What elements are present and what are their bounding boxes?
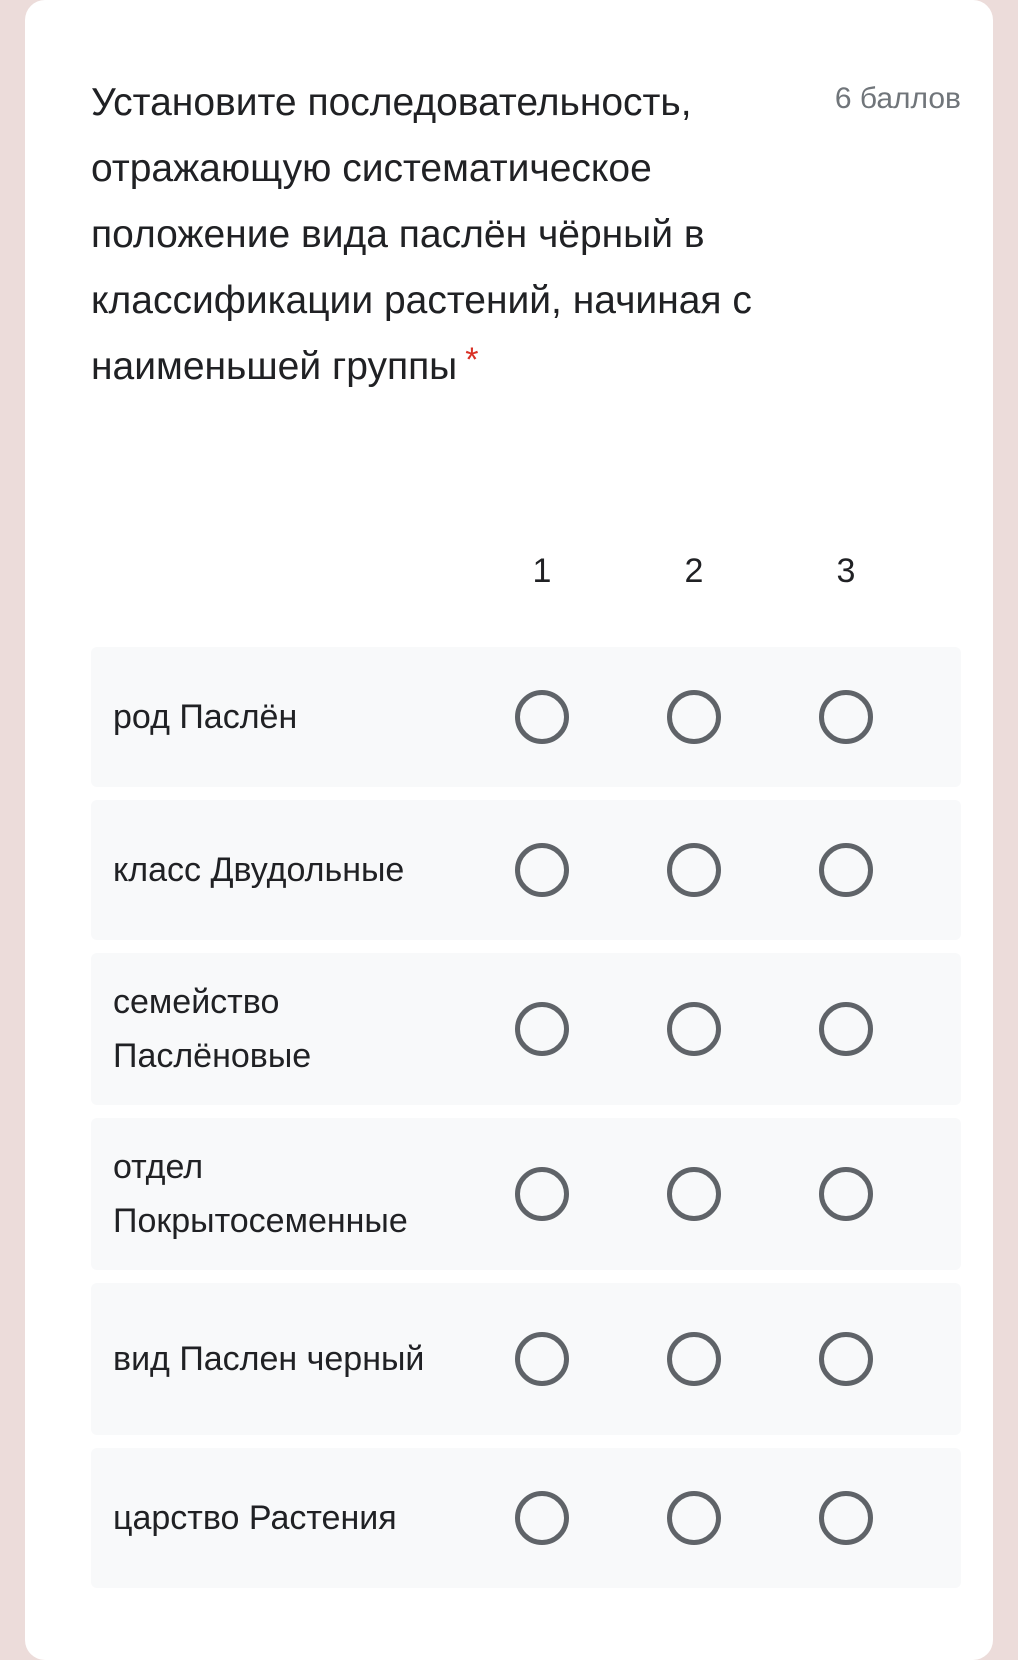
radio-row5-col3[interactable] — [819, 1332, 873, 1386]
choice-grid — [91, 647, 961, 1601]
column-header-3: 3 — [836, 552, 856, 590]
radio-row1-col1[interactable] — [515, 690, 569, 744]
grid-row-otdel-pokrytosemennye — [91, 1118, 961, 1270]
radio-row1-col3[interactable] — [819, 690, 873, 744]
radio-row6-col1[interactable] — [515, 1491, 569, 1545]
question-header — [91, 70, 961, 401]
radio-row2-col1[interactable] — [515, 843, 569, 897]
radio-row4-col1[interactable] — [515, 1167, 569, 1221]
row-label: вид Паслен черный — [113, 1340, 425, 1378]
points-label: 6 баллов — [834, 82, 961, 115]
radio-row3-col2[interactable] — [667, 1002, 721, 1056]
radio-row2-col3[interactable] — [819, 843, 873, 897]
row-label: отдел Покрытосеменные — [113, 1148, 408, 1240]
row-label: царство Растения — [113, 1499, 397, 1537]
radio-row4-col3[interactable] — [819, 1167, 873, 1221]
radio-row1-col2[interactable] — [667, 690, 721, 744]
radio-row5-col1[interactable] — [515, 1332, 569, 1386]
grid-row-vid-paslen-chernyy — [91, 1283, 961, 1435]
radio-row3-col1[interactable] — [515, 1002, 569, 1056]
grid-column-headers — [91, 552, 961, 602]
required-asterisk: * — [465, 341, 479, 379]
grid-row-semeystvo-paslenovye — [91, 953, 961, 1105]
radio-row3-col3[interactable] — [819, 1002, 873, 1056]
grid-row-tsarstvo-rasteniya — [91, 1448, 961, 1588]
column-header-2: 2 — [684, 552, 704, 590]
radio-row4-col2[interactable] — [667, 1167, 721, 1221]
row-label: род Паслён — [113, 698, 298, 736]
radio-row6-col3[interactable] — [819, 1491, 873, 1545]
radio-row2-col2[interactable] — [667, 843, 721, 897]
radio-row5-col2[interactable] — [667, 1332, 721, 1386]
question-text: Установите последовательность, отражающую систематическое положение вида паслён чёрный в классификации растений, начиная с наименьшей группы — [91, 81, 752, 388]
column-header-1: 1 — [532, 552, 552, 590]
row-label: класс Двудольные — [113, 851, 405, 889]
radio-row6-col2[interactable] — [667, 1491, 721, 1545]
question-title — [91, 70, 781, 401]
row-label: семейство Паслёновые — [113, 983, 312, 1075]
grid-row-klass-dvudolnye — [91, 800, 961, 940]
grid-row-rod-paslen — [91, 647, 961, 787]
question-card — [25, 0, 993, 1660]
